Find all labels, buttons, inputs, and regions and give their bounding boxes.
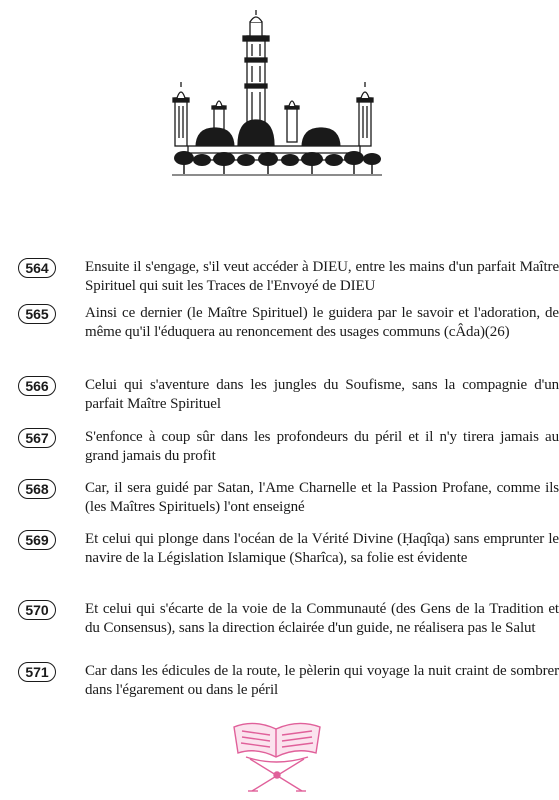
- verse-text: Et celui qui plonge dans l'océan de la Vérité Divine (Ḥaqîqa) sans emprunter le navire de la Législation Islamique (Sharîca), sa folie est évidente: [85, 531, 559, 566]
- verse-number-badge: 570: [18, 600, 56, 620]
- mosque-illustration: [166, 8, 388, 188]
- verse-text: S'enfonce à coup sûr dans les profondeurs du péril et il n'y tirera jamais au grand jamais du profit: [85, 429, 559, 464]
- verse-text: Car dans les édicules de la route, le pèlerin qui voyage la nuit craint de sombrer dans l'égarement ou dans le péril: [85, 663, 559, 698]
- verse-text: Ainsi ce dernier (le Maître Spirituel) le guidera par le savoir et l'adoration, de même qu'il l'éduquera au renoncement des usages communs (cÂda)(26): [85, 305, 559, 340]
- verse-number-badge: 564: [18, 258, 56, 278]
- verse-number-badge: 571: [18, 662, 56, 682]
- verse-number-badge: 567: [18, 428, 56, 448]
- verse-text: Et celui qui s'écarte de la voie de la Communauté (des Gens de la Tradition et du Consensus), sans la direction éclairée d'un guide, ne réalisera pas le Salut: [85, 601, 559, 636]
- verse-text: Ensuite il s'engage, s'il veut accéder à DIEU, entre les mains d'un parfait Maître Spirituel qui suit les Traces de l'Envoyé de DIEU: [85, 259, 559, 294]
- verse-number-badge: 568: [18, 479, 56, 499]
- quran-on-stand-illustration: [228, 713, 326, 795]
- verse-text: Car, il sera guidé par Satan, l'Ame Charnelle et la Passion Profane, comme ils (les Maîtres Spirituels) l'ont enseigné: [85, 480, 559, 515]
- verse-number-badge: 569: [18, 530, 56, 550]
- verse-text: Celui qui s'aventure dans les jungles du Soufisme, sans la compagnie d'un parfait Maître Spirituel: [85, 377, 559, 412]
- verse-number-badge: 565: [18, 304, 56, 324]
- verse-number-badge: 566: [18, 376, 56, 396]
